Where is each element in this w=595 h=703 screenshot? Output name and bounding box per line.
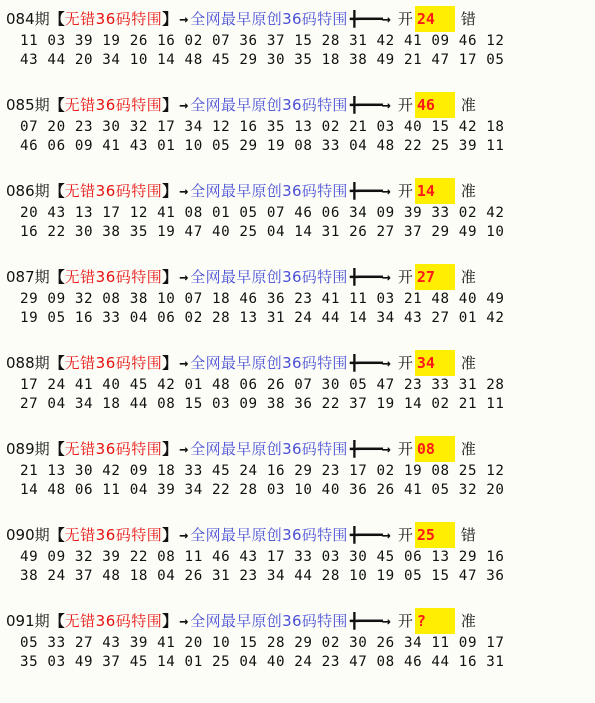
period-label: 084期 [6,10,50,28]
numbers-row-2: 46 06 09 41 43 01 10 05 29 19 08 33 04 48 22 25 39 11 [20,138,505,154]
title-text: 无错36码特围 [64,10,163,28]
result-badge: 27 [415,264,455,290]
result-badge: 14 [415,178,455,204]
period-label: 088期 [6,354,50,372]
open-label: 开 [397,440,413,458]
title-bracket-right: 】 [162,526,178,544]
period-header [6,608,590,634]
result-badge: 24 [415,6,455,32]
numbers-row-1: 11 03 39 19 26 16 02 07 36 37 15 28 31 42 41 09 46 12 [20,33,505,49]
verdict-label: 准 [460,268,476,286]
verdict-label: 准 [460,182,476,200]
numbers-row-2: 14 48 06 11 04 39 34 22 28 03 10 40 36 26 41 05 32 20 [20,482,505,498]
title-text: 无错36码特围 [64,440,163,458]
period-block [6,92,590,178]
title-bracket-left: 【 [49,268,65,286]
title-bracket-right: 】 [162,10,178,28]
period-label: 087期 [6,268,50,286]
numbers-row-1: 17 24 41 40 45 42 01 48 06 26 07 30 05 47 23 33 31 28 [20,377,505,393]
period-header [6,436,590,462]
numbers-row-1: 21 13 30 42 09 18 33 45 24 16 29 23 17 02 19 08 25 12 [20,463,505,479]
dash-arrow-icon: ╋━━━→ [349,182,390,200]
period-header [6,6,590,32]
slogan-text: 全网最早原创36码特围 [190,96,348,114]
title-bracket-left: 【 [49,526,65,544]
numbers-row-1: 29 09 32 08 38 10 07 18 46 36 23 41 11 03 21 48 40 49 [20,291,505,307]
numbers-row-1: 20 43 13 17 12 41 08 01 05 07 46 06 34 09 39 33 02 42 [20,205,505,221]
result-badge: 08 [415,436,455,462]
prediction-list [6,6,590,694]
dash-arrow-icon: ╋━━━→ [349,10,390,28]
title-text: 无错36码特围 [64,526,163,544]
numbers-row-2: 16 22 30 38 35 19 47 40 25 04 14 31 26 27 37 29 49 10 [20,224,505,240]
arrow-icon: → [179,268,189,286]
title-text: 无错36码特围 [64,96,163,114]
title-bracket-right: 】 [162,268,178,286]
title-text: 无错36码特围 [64,268,163,286]
slogan-text: 全网最早原创36码特围 [190,182,348,200]
dash-arrow-icon: ╋━━━→ [349,526,390,544]
period-block [6,264,590,350]
dash-arrow-icon: ╋━━━→ [349,440,390,458]
period-block [6,6,590,92]
numbers-row-2: 35 03 49 37 45 14 01 25 04 40 24 23 47 08 46 44 16 31 [20,654,505,670]
verdict-label: 准 [460,612,476,630]
open-label: 开 [397,526,413,544]
period-label: 086期 [6,182,50,200]
title-bracket-left: 【 [49,10,65,28]
numbers-row-1: 05 33 27 43 39 41 20 10 15 28 29 02 30 26 34 11 09 17 [20,635,505,651]
period-header [6,522,590,548]
result-badge: 46 [415,92,455,118]
period-header [6,264,590,290]
title-bracket-right: 】 [162,440,178,458]
title-bracket-left: 【 [49,612,65,630]
result-badge: ? [415,608,455,634]
dash-arrow-icon: ╋━━━→ [349,612,390,630]
arrow-icon: → [179,354,189,372]
title-bracket-left: 【 [49,96,65,114]
result-badge: 34 [415,350,455,376]
open-label: 开 [397,612,413,630]
open-label: 开 [397,354,413,372]
open-label: 开 [397,268,413,286]
period-header [6,350,590,376]
open-label: 开 [397,96,413,114]
dash-arrow-icon: ╋━━━→ [349,268,390,286]
period-block [6,436,590,522]
verdict-label: 准 [460,354,476,372]
arrow-icon: → [179,10,189,28]
slogan-text: 全网最早原创36码特围 [190,612,348,630]
period-label: 091期 [6,612,50,630]
dash-arrow-icon: ╋━━━→ [349,96,390,114]
arrow-icon: → [179,440,189,458]
title-text: 无错36码特围 [64,182,163,200]
title-bracket-right: 】 [162,354,178,372]
slogan-text: 全网最早原创36码特围 [190,354,348,372]
arrow-icon: → [179,96,189,114]
verdict-label: 准 [460,96,476,114]
title-bracket-left: 【 [49,354,65,372]
arrow-icon: → [179,182,189,200]
numbers-row-2: 38 24 37 48 18 04 26 31 23 34 44 28 10 19 05 15 47 36 [20,568,505,584]
period-header [6,92,590,118]
slogan-text: 全网最早原创36码特围 [190,268,348,286]
slogan-text: 全网最早原创36码特围 [190,10,348,28]
numbers-row-2: 19 05 16 33 04 06 02 28 13 31 24 44 14 34 43 27 01 42 [20,310,505,326]
period-label: 090期 [6,526,50,544]
slogan-text: 全网最早原创36码特围 [190,526,348,544]
period-block [6,350,590,436]
period-block [6,608,590,694]
period-label: 085期 [6,96,50,114]
verdict-label: 准 [460,440,476,458]
result-badge: 25 [415,522,455,548]
arrow-icon: → [179,612,189,630]
title-bracket-right: 】 [162,96,178,114]
arrow-icon: → [179,526,189,544]
period-block [6,522,590,608]
slogan-text: 全网最早原创36码特围 [190,440,348,458]
title-bracket-right: 】 [162,612,178,630]
verdict-label: 错 [460,10,476,28]
title-bracket-right: 】 [162,182,178,200]
open-label: 开 [397,10,413,28]
title-text: 无错36码特围 [64,612,163,630]
numbers-row-2: 27 04 34 18 44 08 15 03 09 38 36 22 37 19 14 02 21 11 [20,396,505,412]
title-bracket-left: 【 [49,440,65,458]
open-label: 开 [397,182,413,200]
title-text: 无错36码特围 [64,354,163,372]
title-bracket-left: 【 [49,182,65,200]
numbers-row-1: 49 09 32 39 22 08 11 46 43 17 33 03 30 45 06 13 29 16 [20,549,505,565]
numbers-row-1: 07 20 23 30 32 17 34 12 16 35 13 02 21 03 40 15 42 18 [20,119,505,135]
verdict-label: 错 [460,526,476,544]
numbers-row-2: 43 44 20 34 10 14 48 45 29 30 35 18 38 49 21 47 17 05 [20,52,505,68]
period-label: 089期 [6,440,50,458]
period-header [6,178,590,204]
period-block [6,178,590,264]
dash-arrow-icon: ╋━━━→ [349,354,390,372]
